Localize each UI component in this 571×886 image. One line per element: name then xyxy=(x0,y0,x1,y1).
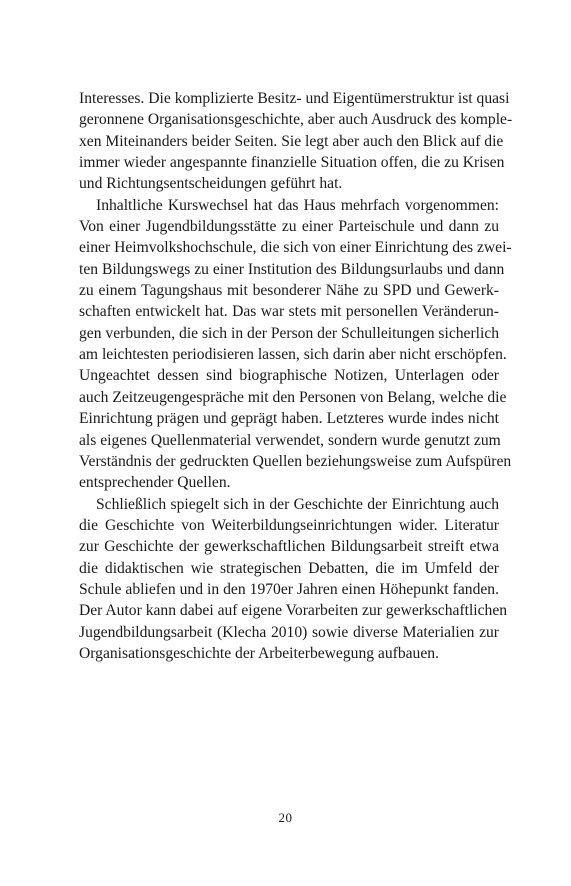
text-line: xen Miteinanders beider Seiten. Sie legt aber auch den Blick auf die xyxy=(79,132,504,150)
page-number: 20 xyxy=(278,810,293,825)
paragraph xyxy=(79,494,508,665)
text-line: Schule abliefen und in den 1970er Jahren einen Höhepunkt fanden. xyxy=(79,580,499,598)
text-line: und Richtungsentscheidungen geführt hat. xyxy=(79,175,343,193)
text-line: Einrichtung prägen und geprägt haben. Letzteres wurde indes nicht xyxy=(79,410,499,428)
text-line: zu einem Tagungshaus mit besonderer Nähe zu SPD und Gewerk- xyxy=(79,282,499,300)
paragraph xyxy=(79,195,512,494)
text-line: Schließlich spiegelt sich in der Geschichte der Einrichtung auch xyxy=(96,495,499,513)
text-line: die didaktischen wie strategischen Debatten, die im Umfeld der xyxy=(79,559,499,577)
text-line: Jugendbildungsarbeit (Klecha 2010) sowie diverse Materialien zur xyxy=(79,623,499,641)
text-line: zur Geschichte der gewerkschaftlichen Bildungsarbeit streift etwa xyxy=(79,538,499,556)
text-line: die Geschichte von Weiterbildungseinrichtungen wider. Literatur xyxy=(79,516,499,534)
body-text xyxy=(79,88,513,664)
text-line: Inhaltliche Kurswechsel hat das Haus mehrfach vorgenommen: xyxy=(96,196,499,214)
text-line: Verständnis der gedruckten Quellen beziehungsweise zum Aufspüren xyxy=(79,452,512,470)
text-line: auch Zeitzeugengespräche mit den Personen von Belang, welche die xyxy=(79,388,507,406)
text-line: Ungeachtet dessen sind biographische Notizen, Unterlagen oder xyxy=(79,367,499,385)
text-line: geronnene Organisationsgeschichte, aber auch Ausdruck des komple- xyxy=(79,111,513,129)
text-line: als eigenes Quellenmaterial verwendet, sondern wurde genutzt zum xyxy=(79,431,501,449)
text-line: entsprechender Quellen. xyxy=(79,474,231,492)
text-line: Interesses. Die komplizierte Besitz- und Eigentümerstruktur ist quasi xyxy=(79,90,510,107)
text-line: Von einer Jugendbildungsstätte zu einer Parteischule und dann zu xyxy=(79,218,499,236)
text-line: schaften entwickelt hat. Das war stets mit personellen Veränderun- xyxy=(79,303,499,321)
text-line: am leichtesten periodisieren lassen, sich darin aber nicht erschöpfen. xyxy=(79,346,507,364)
text-line: gen verbunden, die sich in der Person der Schulleitungen sicherlich xyxy=(79,324,500,342)
text-line: immer wieder angespannte finanzielle Situation offen, die zu Krisen xyxy=(79,154,505,172)
text-line: ten Bildungswegs zu einer Institution des Bildungsurlaubs und dann xyxy=(79,260,505,278)
text-line: Organisationsgeschichte der Arbeiterbewegung aufbauen. xyxy=(79,644,439,662)
text-line: Der Autor kann dabei auf eigene Vorarbeiten zur gewerkschaftlichen xyxy=(79,602,508,620)
paragraph xyxy=(79,88,513,195)
text-line: einer Heimvolkshochschule, die sich von einer Einrichtung des zwei- xyxy=(79,239,512,257)
